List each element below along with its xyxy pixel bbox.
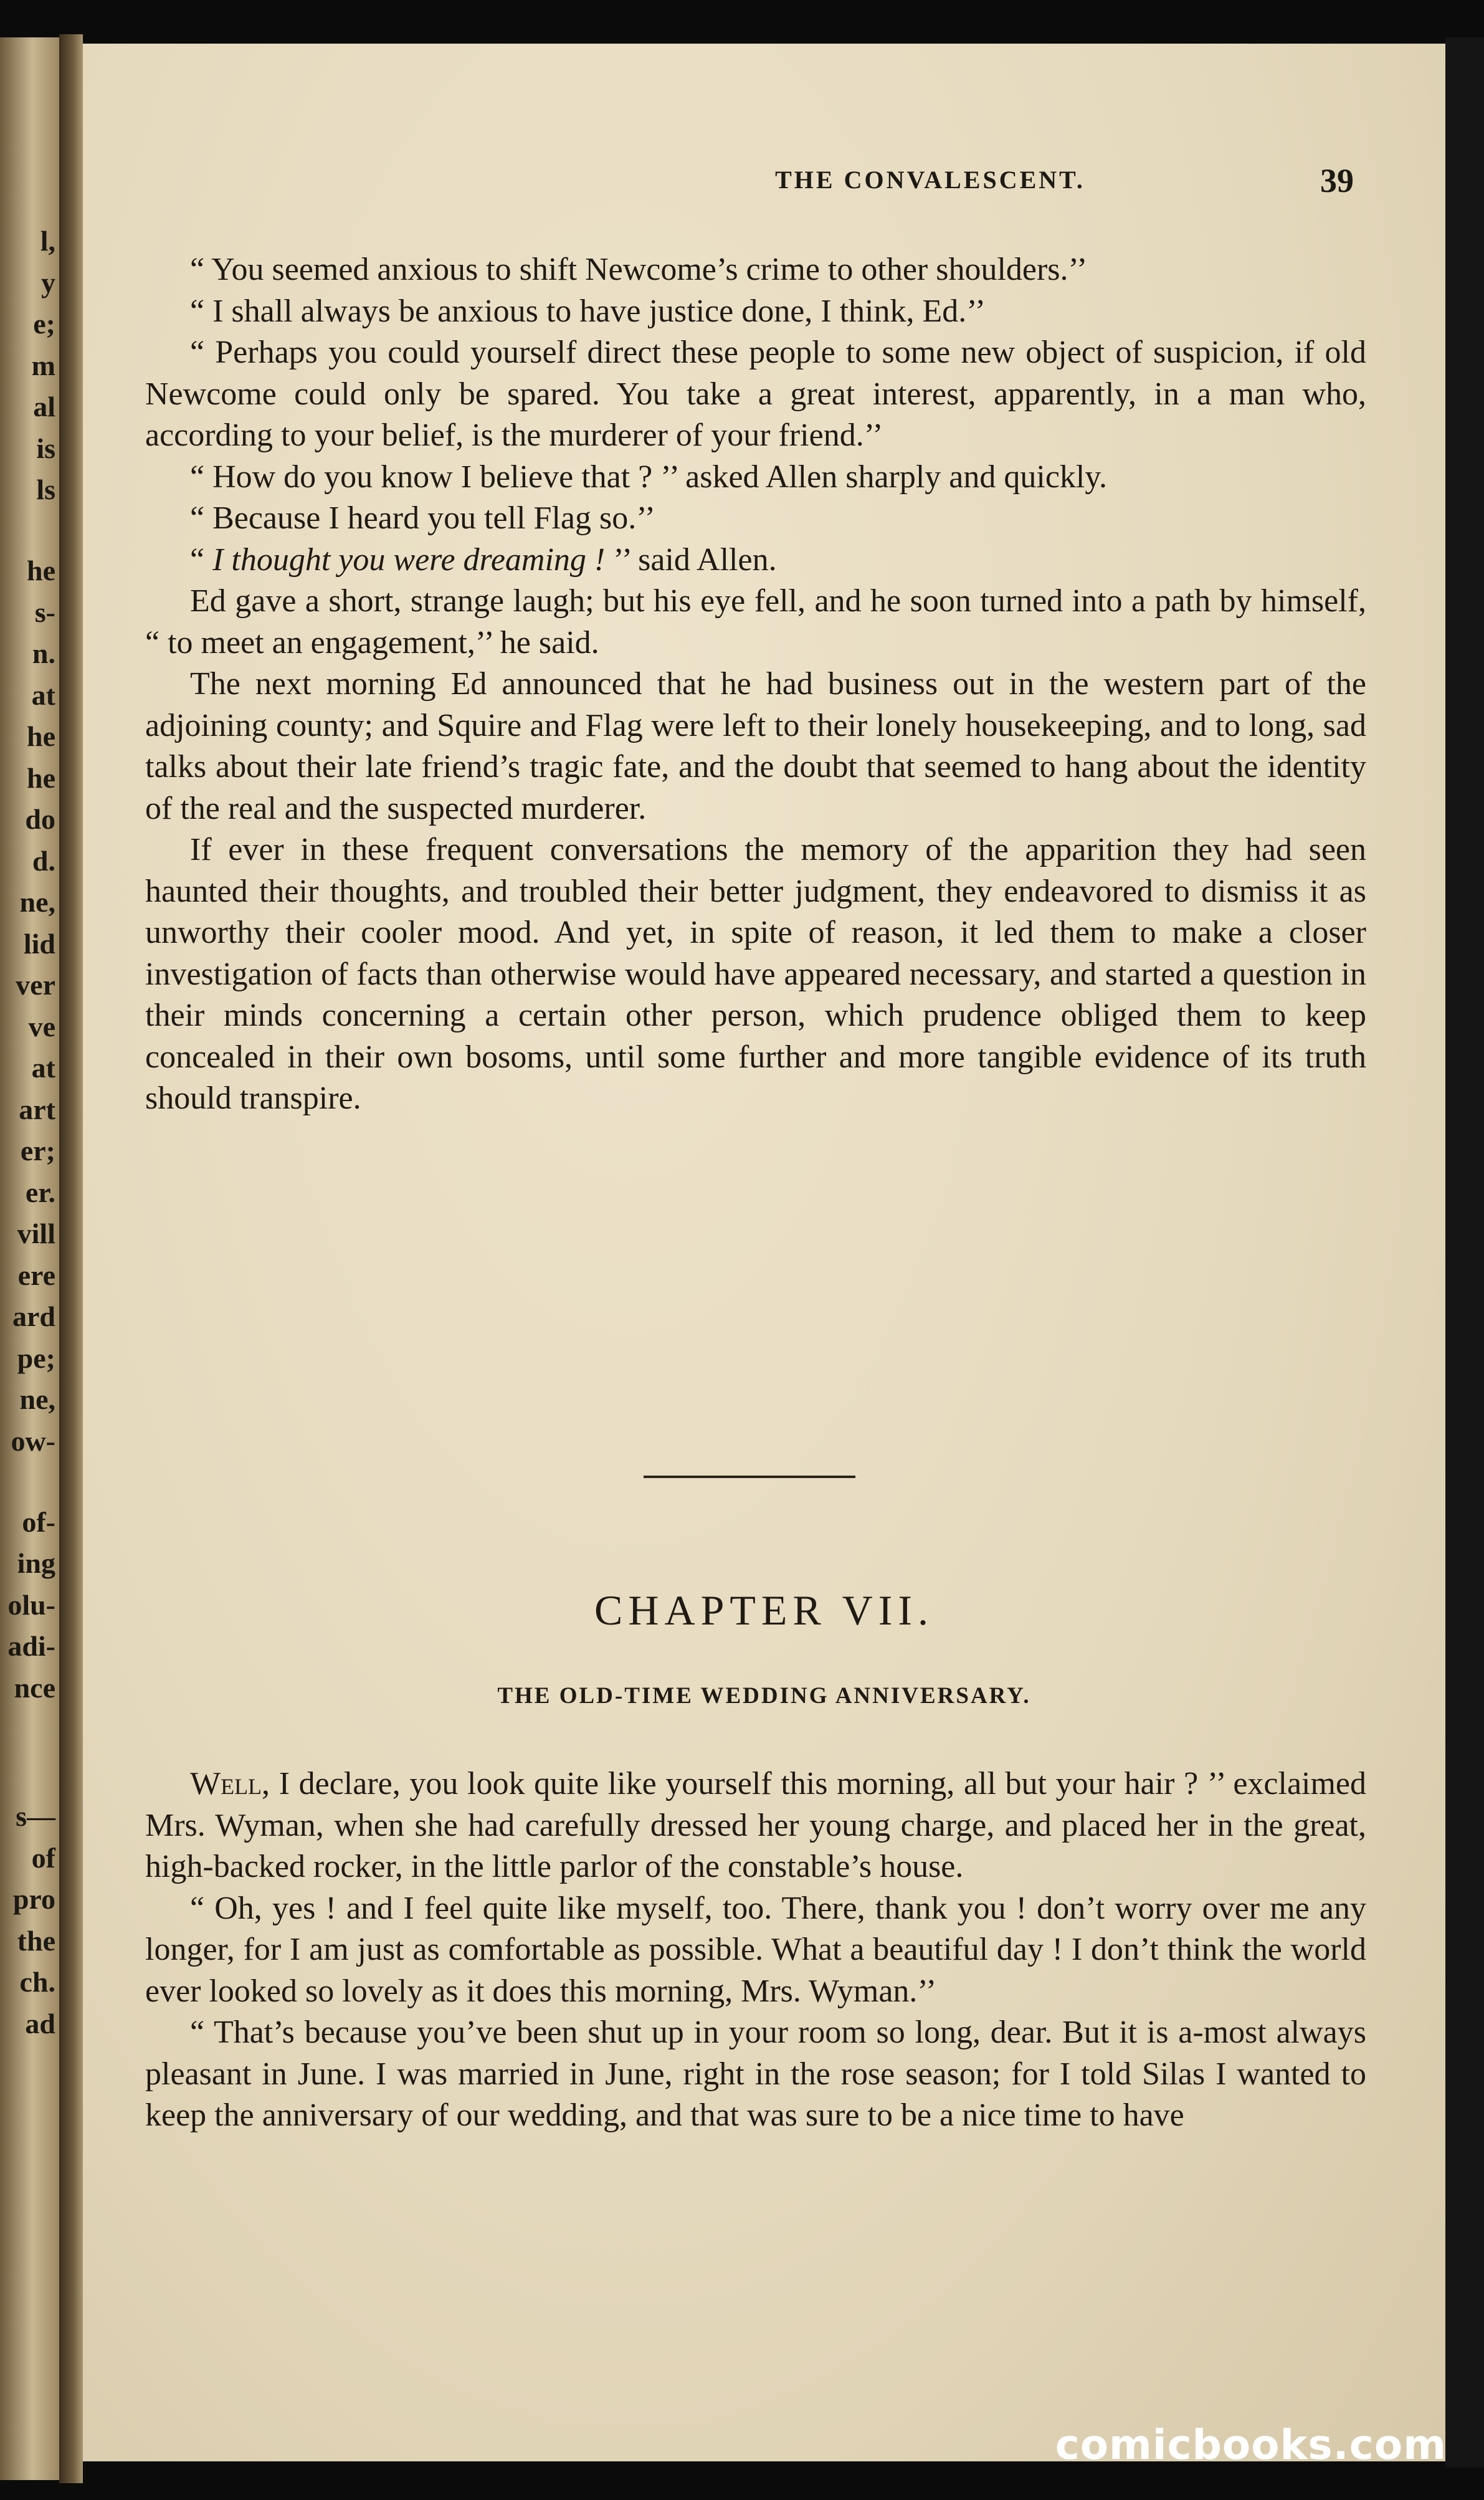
book-gutter [59,34,83,2483]
facing-page-fragment: do [25,803,55,835]
facing-page-fragment: er; [20,1135,55,1167]
facing-page-fragment: l, [40,225,55,257]
paragraph: “ Perhaps you could yourself direct these people to some new object of suspicion, if old Newcome could only be spared. You take a great interest, apparently, in a man who, according to your belief, is the murderer of your friend.’’ [145,335,1366,453]
facing-page-fragment: al [33,391,55,422]
facing-page-fragment: ne, [19,1383,55,1415]
paragraph: “ Because I heard you tell Flag so.’’ [190,500,655,536]
facing-page-fragment: n. [32,637,55,669]
paragraph [145,540,1366,581]
chapter-subtitle: THE OLD-TIME WEDDING ANNIVERSARY. [497,1683,1031,1709]
facing-page-fragment: s- [34,596,55,628]
facing-page-fragment: y [41,266,55,298]
book-page [83,44,1445,2461]
facing-page-fragment: ad [25,2007,55,2040]
facing-page-fragment: ver [16,969,55,1001]
facing-page-fragment: ere [17,1259,55,1291]
watermark: comicbooks.com [1055,2421,1447,2469]
facing-page-fragment: at [31,1052,55,1084]
facing-page-fragment: s— [16,1800,55,1832]
facing-page-fragment: ne, [19,886,55,918]
chapter-title: CHAPTER VII. [594,1586,934,1634]
facing-page-fragment: ve [28,1010,55,1042]
facing-page-fragment: pe; [17,1342,55,1374]
facing-page-fragment: of [31,1841,55,1874]
paragraph: If ever in these frequent conversations the memory of the apparition they had seen haunted their thoughts, and troubled their better judgment, they endeavored to dismiss it as unworthy their cooler mood. And yet, in spite of reason, it led them to make a closer investigation of facts than otherwise would have appeared necessary, and started a question in their minds concerning a certain other person, which prudence obliged them to keep concealed in their own bosoms, until some further and more tangible evidence of its truth should transpire. [145,832,1366,1116]
facing-page-fragment: ow- [11,1424,55,1457]
paragraph [145,1763,1366,1888]
quote-attribution: ’’ said Allen. [605,542,777,578]
body-text-bottom [145,1763,1366,2137]
running-head: THE CONVALESCENT. [775,166,1085,194]
italic-quote: I thought you were dreaming ! [212,542,606,578]
facing-page-fragment: the [17,1924,55,1957]
facing-page-fragment: adi- [7,1630,55,1662]
facing-page-fragment: ch. [19,1966,55,1998]
paragraph: “ Oh, yes ! and I feel quite like myself, too. There, thank you ! don’t worry over me any longer, for I am just as comfortable as possible. What a beautiful day ! I don’t think the world ever looked so lovely as it does this morning, Mrs. Wyman.’’ [145,1890,1366,2009]
paragraph-text: I declare, you look quite like yourself this morning, all but your hair ? ’’ exclaimed Mrs. Wyman, when she had carefully dressed her young charge, and placed her in the great, high-backed rocker, in the little parlor of the constable’s house. [145,1766,1366,1884]
facing-page-fragment: art [19,1093,55,1125]
paragraph: “ That’s because you’ve been shut up in your room so long, dear. But it is a-most always pleasant in June. I was married in June, right in the rose season; for I told Silas I wanted to keep the anniversary of our wedding, and that was sure to be a nice time to have [145,2015,1366,2133]
facing-page-fragment: he [27,720,55,752]
facing-page-fragment: olu- [7,1588,55,1621]
facing-page-edge [0,37,59,2480]
paragraph: Ed gave a short, strange laugh; but his eye fell, and he soon turned into a path by himself, “ to meet an engagement,’’ he said. [145,583,1366,661]
scan-border [1445,37,1484,2468]
facing-page-fragment: pro [12,1883,55,1915]
paragraph: “ How do you know I believe that ? ’’ asked Allen sharply and quickly. [190,459,1107,495]
facing-page-fragment: ls [36,474,55,505]
facing-page-fragment: is [36,432,55,464]
facing-page-fragment: e; [33,308,55,340]
facing-page-fragment: lid [23,927,55,960]
chapter-opening-word: Well, [190,1766,270,1801]
quote-open: “ [190,542,213,578]
facing-page-fragment: nce [14,1671,55,1704]
facing-page-fragment: vill [17,1218,55,1249]
facing-page-fragment: he [27,555,55,586]
facing-page-fragment: d. [32,844,55,877]
facing-page-fragment: he [27,761,55,794]
facing-page-fragment: ing [17,1547,55,1579]
body-text-top [145,249,1366,1120]
facing-page-fragment: er. [25,1176,55,1208]
facing-page-fragment: at [31,679,55,711]
paragraph: The next morning Ed announced that he had business out in the western part of the adjoining county; and Squire and Flag were left to their lonely housekeeping, and to long, sad talks about their late friend’s tragic fate, and the doubt that seemed to hang about the identity of the real and the suspected murderer. [145,666,1366,826]
facing-page-fragment: m [31,349,55,381]
paragraph: “ I shall always be anxious to have justice done, I think, Ed.’’ [190,293,986,329]
page-header [581,162,1354,209]
section-divider [644,1476,855,1478]
facing-page-fragment: ard [12,1300,55,1332]
paragraph: “ You seemed anxious to shift Newcome’s crime to other shoulders.’’ [190,252,1088,287]
page-number: 39 [1320,162,1354,199]
facing-page-fragment: of- [22,1505,55,1538]
